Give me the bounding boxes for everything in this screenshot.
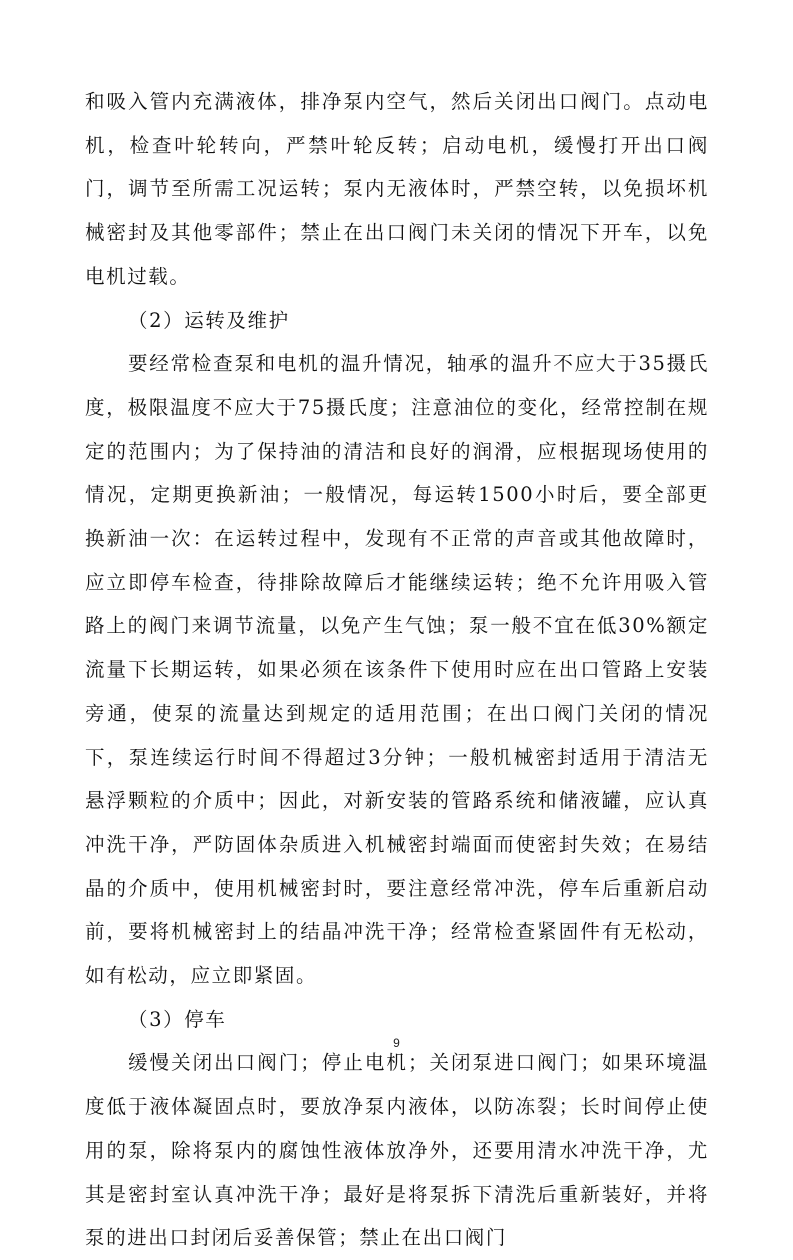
section-heading-shutdown: （3）停车 bbox=[128, 1007, 227, 1031]
section-heading-operation-maintenance: （2）运转及维护 bbox=[128, 308, 290, 332]
paragraph-shutdown: 缓慢关闭出口阀门；停止电机；关闭泵进口阀门；如果环境温度低于液体凝固点时，要放净泵内液体，以防冻裂；长时间停止使用的泵，除将泵内的腐蚀性液体放净外，还要用清水冲洗干净，尤其是密封室认真冲洗干净；最好是将泵拆下清洗后重新装好，并将泵的进出口封闭后妥善保管；禁止在出口阀门 bbox=[85, 1051, 709, 1250]
page-number: 9 bbox=[393, 1036, 400, 1050]
page-body bbox=[85, 80, 709, 1260]
paragraph-operation-maintenance: 要经常检查泵和电机的温升情况，轴承的温升不应大于35摄氏度，极限温度不应大于75摄氏度；注意油位的变化，经常控制在规定的范围内；为了保持油的清洁和良好的润滑，应根据现场使用的情况，定期更换新油；一般情况，每运转1500小时后，要全部更换新油一次：在运转过程中，发现有不正常的声音或其他故障时，应立即停车检查，待排除故障后才能继续运转；绝不允许用吸入管路上的阀门来调节流量，以免产生气蚀；泵一般不宜在低30%额定流量下长期运转，如果必须在该条件下使用时应在出口管路上安装旁通，使泵的流量达到规定的适用范围；在出口阀门关闭的情况下，泵连续运行时间不得超过3分钟；一般机械密封适用于清洁无悬浮颗粒的介质中；因此，对新安装的管路系统和储液罐，应认真冲洗干净，严防固体杂质进入机械密封端面而使密封失效；在易结晶的介质中，使用机械密封时，要注意经常冲洗，停车后重新启动前，要将机械密封上的结晶冲洗干净；经常检查紧固件有无松动，如有松动，应立即紧固。 bbox=[85, 352, 709, 988]
paragraph-startup-continuation: 和吸入管内充满液体，排净泵内空气，然后关闭出口阀门。点动电机，检查叶轮转向，严禁叶轮反转；启动电机，缓慢打开出口阀门，调节至所需工况运转；泵内无液体时，严禁空转，以免损坏机械密封及其他零部件；禁止在出口阀门未关闭的情况下开车，以免电机过载。 bbox=[85, 90, 709, 288]
